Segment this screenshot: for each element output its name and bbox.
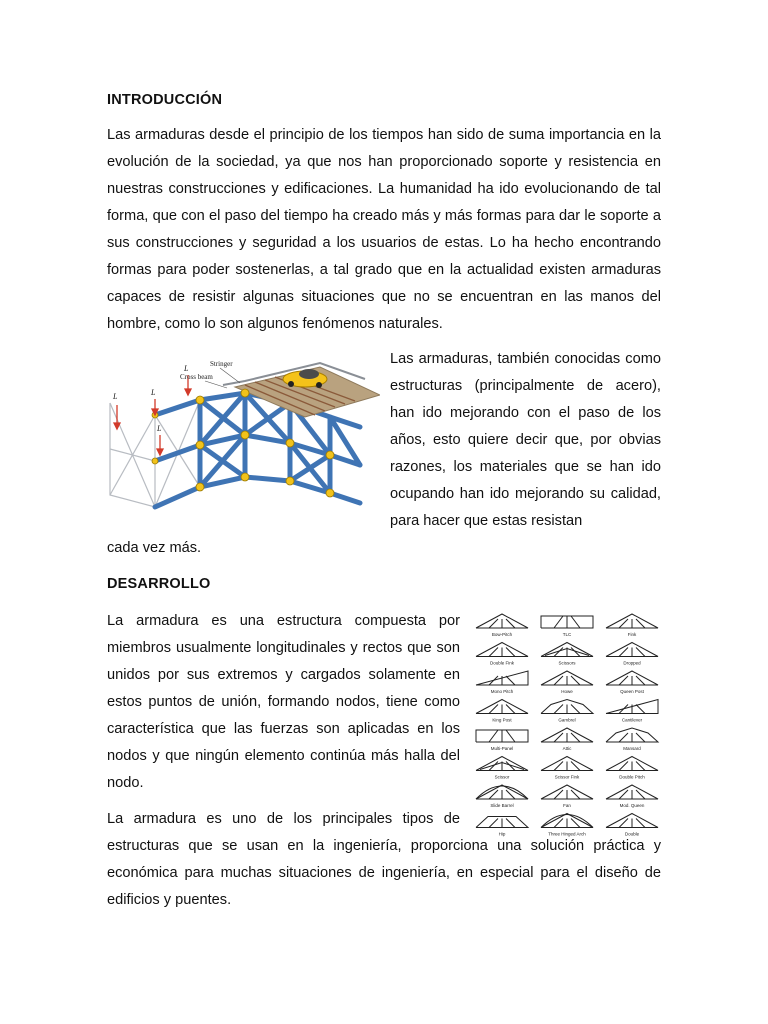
stringer-label: Stringer xyxy=(210,360,233,368)
truss-type-label: Bow-Pitch xyxy=(491,632,513,637)
desarrollo-paragraph-2-line-1: La armadura es uno de los principales tipos de xyxy=(107,811,460,827)
truss-type-label: Slide Barrel xyxy=(490,803,514,808)
load-label: L xyxy=(157,424,162,433)
truss-type-label: Scissors xyxy=(558,660,576,666)
truss-type-thumbnail xyxy=(606,700,658,723)
truss-type-label: Mono Pitch xyxy=(490,689,514,694)
truss-type-thumbnail xyxy=(476,785,528,808)
truss-type-label: Gambrel xyxy=(558,717,576,723)
truss-type-label: Double Pitch xyxy=(619,774,645,780)
truss-type-thumbnail xyxy=(541,671,593,694)
truss-type-thumbnail xyxy=(541,616,593,637)
truss-type-label: Scissor xyxy=(494,774,510,780)
load-label: L xyxy=(151,388,156,397)
truss-type-label: Queen Post xyxy=(620,689,644,694)
desarrollo-paragraph-2-rest: estructuras que se usan en la ingeniería, proporciona una solución práctica y económica para muchas situaciones de ingeniería, en especial para el diseño de edificios y puentes. xyxy=(107,838,661,908)
truss-type-label: Multi-Panel xyxy=(490,746,514,751)
load-label: L xyxy=(113,392,118,401)
desarrollo-heading: DESARROLLO xyxy=(107,576,211,592)
truss-type-label: Attic xyxy=(562,746,572,751)
truss-type-label: King Post xyxy=(492,717,512,723)
truss-type-thumbnail xyxy=(606,614,658,637)
desarrollo-paragraph-1: La armadura es una estructura compuesta por miembros usualmente longitudinales y rectos que son unidos por sus extremos y cargados solamente en estos puntos de unión, formando nodos, tiene como característica que las fuerzas son aplicadas en los nodos y que ningún elemento continúa más halla del nodo. xyxy=(107,613,460,791)
truss-type-thumbnail xyxy=(476,757,528,780)
truss-type-thumbnail xyxy=(541,643,593,666)
truss-type-thumbnail xyxy=(606,785,658,808)
truss-type-thumbnail xyxy=(606,728,658,751)
truss-type-label: Mod. Queen xyxy=(619,803,645,808)
truss-type-label: Double Fink xyxy=(489,660,515,666)
intro-side-paragraph: Las armaduras, también conocidas como estructuras (principalmente de acero), han ido mejorando con el paso de los años, esto quiere decir que, por obvias razones, los materiales que se han ido ocupando han ido mejorando su calidad, para hacer que estas resistan xyxy=(390,351,661,529)
truss-type-label: TLC xyxy=(562,632,572,637)
desarrollo-paragraph-2 xyxy=(107,806,661,914)
truss-type-thumbnail xyxy=(476,643,528,666)
truss-type-thumbnail xyxy=(541,700,593,723)
truss-type-thumbnail xyxy=(476,730,528,751)
truss-type-thumbnail xyxy=(606,643,658,666)
truss-type-label: Fink xyxy=(627,632,637,637)
truss-type-label: Three Hinged Arch xyxy=(548,831,586,837)
truss-type-thumbnail xyxy=(606,757,658,780)
truss-type-label: Cantilever xyxy=(621,717,643,723)
truss-type-label: Scissor Fink xyxy=(554,774,580,780)
truss-type-label: Dropped xyxy=(623,660,641,666)
truss-type-label: Fan xyxy=(563,803,571,808)
truss-type-thumbnail xyxy=(476,700,528,723)
truss-type-label: Howe xyxy=(561,689,573,694)
load-label: L xyxy=(184,364,189,373)
truss-type-thumbnail xyxy=(476,614,528,637)
bridge-truss-figure xyxy=(105,355,380,515)
intro-side-paragraph-tail: cada vez más. xyxy=(107,540,202,556)
intro-heading: INTRODUCCIÓN xyxy=(107,92,223,108)
truss-type-thumbnail xyxy=(541,728,593,751)
cross-beam-label: Cross beam xyxy=(180,373,213,381)
truss-type-thumbnail xyxy=(541,757,593,780)
truss-type-thumbnail xyxy=(476,671,528,694)
truss-type-label: Mansard xyxy=(623,746,641,751)
truss-type-thumbnail xyxy=(606,671,658,694)
intro-paragraph: Las armaduras desde el principio de los tiempos han sido de suma importancia en la evolución de la sociedad, ya que nos han proporcionado soporte y resistencia en nuestras construcciones y edificaciones. La humanidad ha ido evolucionando de tal forma, que con el paso del tiempo ha creado más y más formas para dar le soporte a sus construcciones y seguridad a los usuarios de estas. Lo ha hecho encontrando formas para poder sostenerlas, a tal grado que en la actualidad existen armaduras capaces de resistir algunas situaciones que no se encuentran en las manos del hombre, como lo son algunos fenómenos naturales. xyxy=(107,127,661,332)
truss-type-label: Double xyxy=(624,831,640,837)
truss-type-thumbnail xyxy=(541,785,593,808)
truss-type-label: Hip xyxy=(498,831,506,837)
